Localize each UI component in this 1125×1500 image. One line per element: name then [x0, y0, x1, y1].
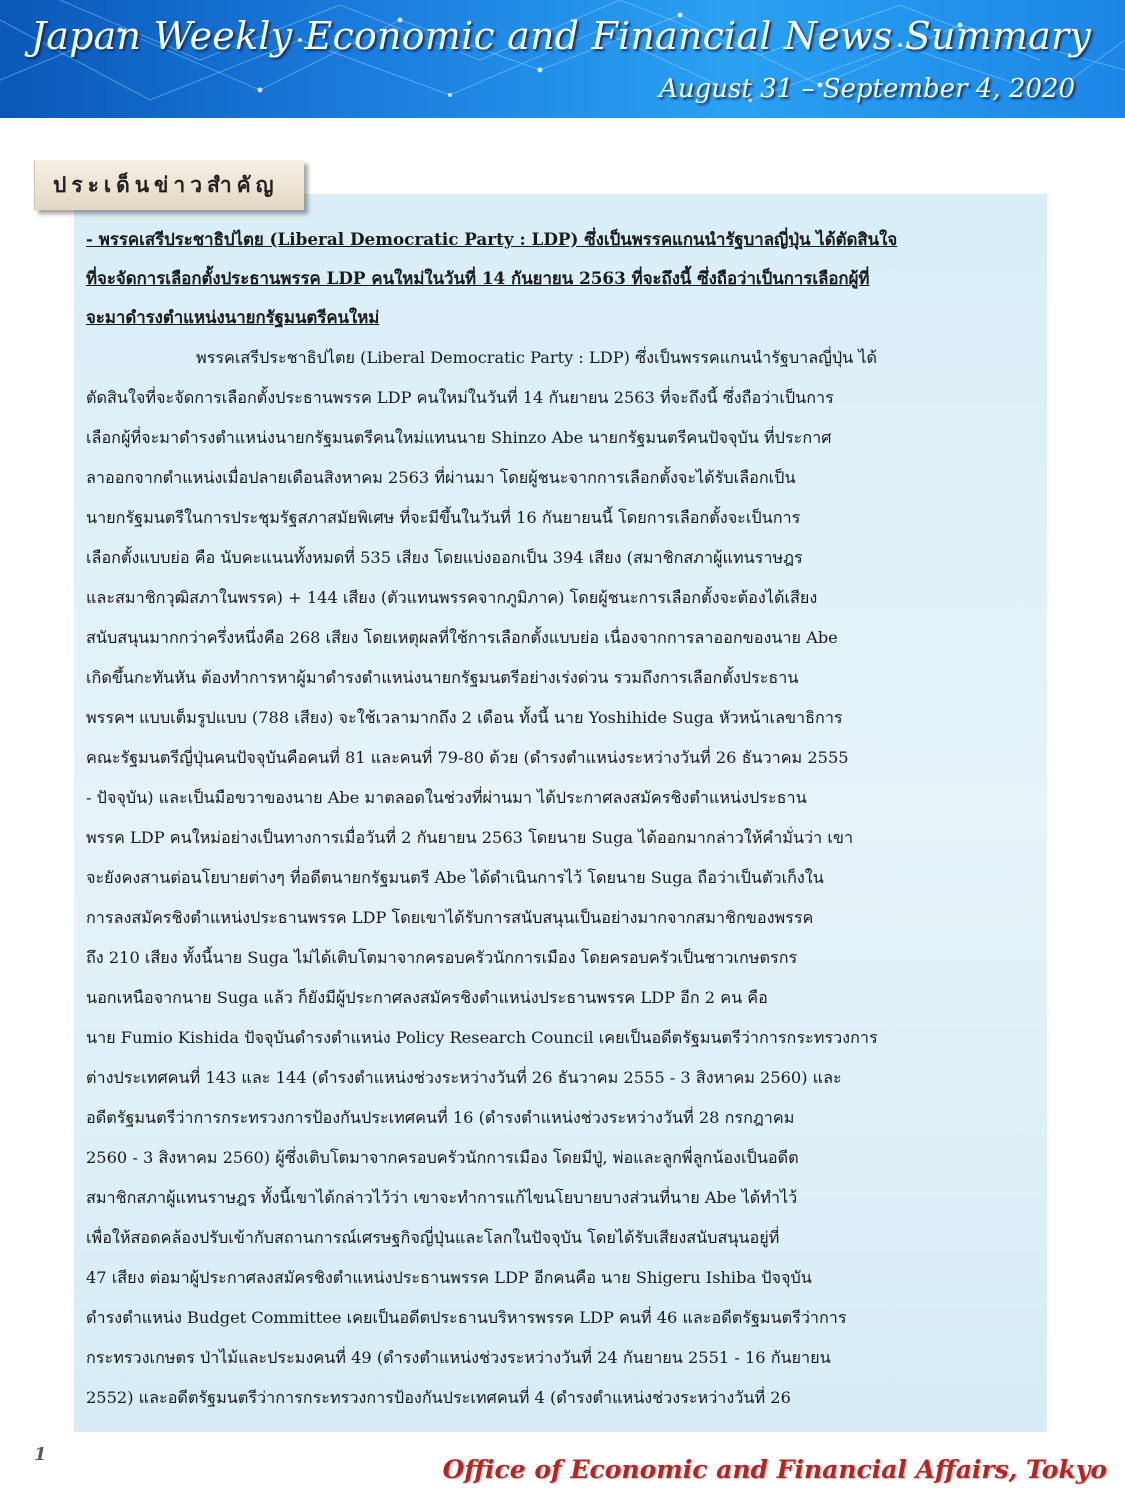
body-line: 47 เสียง ต่อมาผู้ประกาศลงสมัครชิงตำแหน่งประธานพรรค LDP อีกคนคือ นาย Shigeru Ishiba ปัจจุบัน [86, 1268, 812, 1287]
body-line: พรรค LDP คนใหม่อย่างเป็นทางการเมื่อวันที่ 2 กันยายน 2563 โดยนาย Suga ได้ออกมากล่าวให้คำมั่นว่า เขา [86, 828, 854, 847]
body-line: ถึง 210 เสียง ทั้งนี้นาย Suga ไม่ได้เติบโตมาจากครอบครัวนักการเมือง โดยครอบครัวเป็นชาวเกษตรกร [86, 948, 798, 967]
body-line: การลงสมัครชิงตำแหน่งประธานพรรค LDP โดยเขาได้รับการสนับสนุนเป็นอย่างมากจากสมาชิกของพรรค [86, 908, 814, 927]
headline-line: จะมาดำรงตำแหน่งนายกรัฐมนตรีคนใหม่ [86, 307, 380, 327]
body-line: ตัดสินใจที่จะจัดการเลือกตั้งประธานพรรค LDP คนใหม่ในวันที่ 14 กันยายน 2563 ที่จะถึงนี้ ซึ่งถือว่าเป็นการ [86, 388, 834, 407]
body-line: พรรคเสรีประชาธิปไตย (Liberal Democratic Party : LDP) ซึ่งเป็นพรรคแกนนำรัฐบาลญี่ปุ่น ได้ [196, 348, 878, 367]
body-line: ดำรงตำแหน่ง Budget Committee เคยเป็นอดีตประธานบริหารพรรค LDP คนที่ 46 และอดีตรัฐมนตรีว่าการ [86, 1308, 847, 1327]
body-line: นาย Fumio Kishida ปัจจุบันดำรงตำแหน่ง Policy Research Council เคยเป็นอดีตรัฐมนตรีว่าการกระทรวงการ [86, 1028, 878, 1047]
body-line: ลาออกจากตำแหน่งเมื่อปลายเดือนสิงหาคม 2563 ที่ผ่านมา โดยผู้ชนะจากการเลือกตั้งจะได้รับเลือกเป็น [86, 468, 796, 487]
body-line: 2552) และอดีตรัฐมนตรีว่าการกระทรวงการป้องกันประเทศคนที่ 4 (ดำรงตำแหน่งช่วงระหว่างวันที่ 26 [86, 1388, 791, 1407]
body-line: และสมาชิกวุฒิสภาในพรรค) + 144 เสียง (ตัวแทนพรรคจากภูมิภาค) โดยผู้ชนะการเลือกตั้งจะต้องได้เสียง [86, 588, 818, 607]
body-line: จะยังคงสานต่อนโยบายต่างๆ ที่อดีตนายกรัฐมนตรี Abe ได้ดำเนินการไว้ โดยนาย Suga ถือว่าเป็นตัวเก็งใน [86, 868, 824, 887]
article-headline [86, 220, 1044, 337]
page-number: 1 [34, 1444, 47, 1465]
body-line: ต่างประเทศคนที่ 143 และ 144 (ดำรงตำแหน่งช่วงระหว่างวันที่ 26 ธันวาคม 2555 - 3 สิงหาคม 2560) และ [86, 1068, 842, 1087]
section-label: ประเด็นข่าวสำคัญ [53, 172, 279, 197]
body-line: นอกเหนือจากนาย Suga แล้ว ก็ยังมีผู้ประกาศลงสมัครชิงตำแหน่งประธานพรรค LDP อีก 2 คน คือ [86, 988, 768, 1007]
body-line: สมาชิกสภาผู้แทนราษฎร ทั้งนี้เขาได้กล่าวไว้ว่า เขาจะทำการแก้ไขนโยบายบางส่วนที่นาย Abe ได้ทำไว้ [86, 1188, 798, 1207]
body-line: อดีตรัฐมนตรีว่าการกระทรวงการป้องกันประเทศคนที่ 16 (ดำรงตำแหน่งช่วงระหว่างวันที่ 28 กรกฎาคม [86, 1108, 795, 1127]
newsletter-title: Japan Weekly Economic and Financial News Summary [30, 14, 1091, 58]
body-line: เลือกตั้งแบบย่อ คือ นับคะแนนทั้งหมดที่ 535 เสียง โดยแบ่งออกเป็น 394 เสียง (สมาชิกสภาผู้แทนราษฎร [86, 548, 803, 567]
office-name: Office of Economic and Financial Affairs, Tokyo [442, 1455, 1107, 1484]
body-line: เลือกผู้ที่จะมาดำรงตำแหน่งนายกรัฐมนตรีคนใหม่แทนนาย Shinzo Abe นายกรัฐมนตรีคนปัจจุบัน ที่ประกาศ [86, 428, 832, 447]
body-line: กระทรวงเกษตร ป่าไม้และประมงคนที่ 49 (ดำรงตำแหน่งช่วงระหว่างวันที่ 24 กันยายน 2551 - 16 กันยายน [86, 1348, 831, 1367]
body-line: คณะรัฐมนตรีญี่ปุ่นคนปัจจุบันคือคนที่ 81 และคนที่ 79-80 ด้วย (ดำรงตำแหน่งระหว่างวันที่ 26 ธันวาคม 2555 [86, 748, 849, 767]
body-line: สนับสนุนมากกว่าครึ่งหนึ่งคือ 268 เสียง โดยเหตุผลที่ใช้การเลือกตั้งแบบย่อ เนื่องจากการลาออกของนาย Abe [86, 628, 838, 647]
headline-line: ที่จะจัดการเลือกตั้งประธานพรรค LDP คนใหม่ในวันที่ 14 กันยายน 2563 ที่จะถึงนี้ ซึ่งถือว่าเป็นการเลือกผู้ที่ [86, 268, 870, 288]
body-line: นายกรัฐมนตรีในการประชุมรัฐสภาสมัยพิเศษ ที่จะมีขึ้นในวันที่ 16 กันยายนนี้ โดยการเลือกตั้งจะเป็นการ [86, 508, 801, 527]
headline-line: - พรรคเสรีประชาธิปไตย (Liberal Democratic Party : LDP) ซึ่งเป็นพรรคแกนนำรัฐบาลญี่ปุ่น ได้ตัดสินใจ [86, 229, 898, 249]
header-banner [0, 0, 1125, 118]
article-body [86, 338, 1044, 1418]
body-line: เพื่อให้สอดคล้องปรับเข้ากับสถานการณ์เศรษฐกิจญี่ปุ่นและโลกในปัจจุบัน โดยได้รับเสียงสนับสนุนอยู่ที่ [86, 1228, 780, 1247]
date-range: August 31 – September 4, 2020 [659, 74, 1075, 104]
body-line: 2560 - 3 สิงหาคม 2560) ผู้ซึ่งเติบโตมาจากครอบครัวนักการเมือง โดยมีปู่, พ่อและลูกพี่ลูกน้องเป็นอดีต [86, 1148, 799, 1167]
body-line: เกิดขึ้นกะทันหัน ต้องทำการหาผู้มาดำรงตำแหน่งนายกรัฐมนตรีอย่างเร่งด่วน รวมถึงการเลือกตั้งประธาน [86, 668, 799, 687]
body-line: - ปัจจุบัน) และเป็นมือขวาของนาย Abe มาตลอดในช่วงที่ผ่านมา ได้ประกาศลงสมัครชิงตำแหน่งประธาน [86, 788, 807, 807]
body-line: พรรคฯ แบบเต็มรูปแบบ (788 เสียง) จะใช้เวลามากถึง 2 เดือน ทั้งนี้ นาย Yoshihide Suga หัวหน้าเลขาธิการ [86, 708, 843, 727]
section-tab [34, 160, 304, 210]
